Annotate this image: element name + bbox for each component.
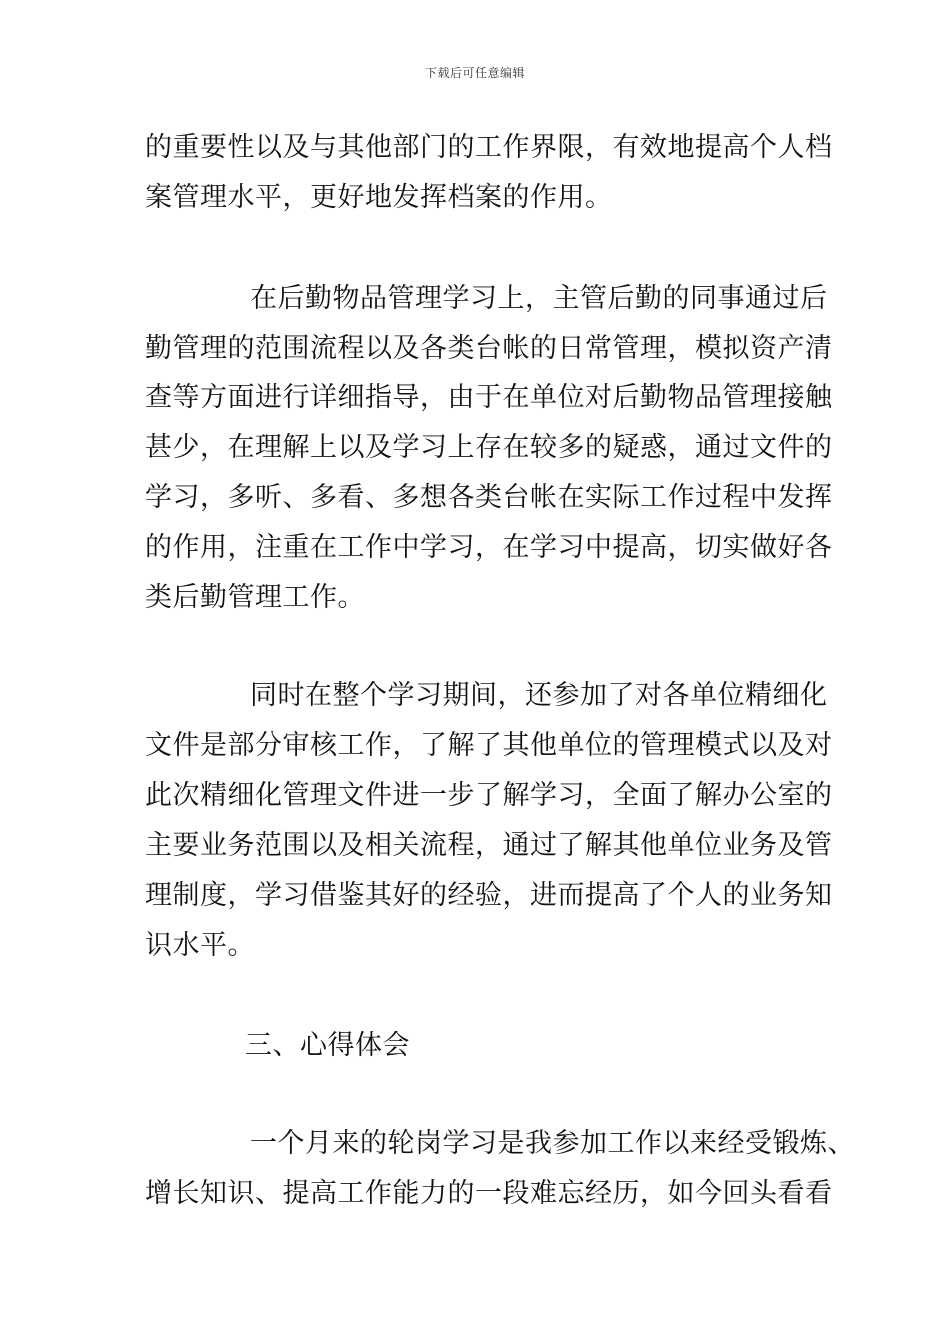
text-line: 甚少，在理解上以及学习上存在较多的疑惑，通过文件的 [145,432,833,463]
text-line: 查等方面进行详细指导，由于在单位对后勤物品管理接触 [145,382,833,413]
text-line: 勤管理的范围流程以及各类台帐的日常管理，模拟资产清 [145,333,833,364]
text-line: 的作用，注重在工作中学习，在学习中提高，切实做好各 [145,532,833,563]
page-header: 下载后可任意编辑 [424,66,525,80]
text-line: 的重要性以及与其他部门的工作界限，有效地提高个人档 [145,132,833,163]
text-line: 一个月来的轮岗学习是我参加工作以来经受锻炼、 [250,1128,855,1159]
text-line: 识水平。 [145,930,255,961]
text-line: 在后勤物品管理学习上，主管后勤的同事通过后 [250,283,828,314]
section-heading: 三、心得体会 [245,1030,410,1061]
text-line: 学习，多听、多看、多想各类台帐在实际工作过程中发挥 [145,482,833,513]
text-line: 此次精细化管理文件进一步了解学习，全面了解办公室的 [145,780,833,811]
text-line: 理制度，学习借鉴其好的经验，进而提高了个人的业务知 [145,880,833,911]
text-line: 同时在整个学习期间，还参加了对各单位精细化 [250,680,828,711]
text-line: 增长知识、提高工作能力的一段难忘经历，如今回头看看 [145,1178,833,1209]
text-line: 文件是部分审核工作，了解了其他单位的管理模式以及对 [145,730,833,761]
text-line: 案管理水平，更好地发挥档案的作用。 [145,182,613,213]
text-line: 主要业务范围以及相关流程，通过了解其他单位业务及管 [145,830,833,861]
text-line: 类后勤管理工作。 [145,582,365,613]
